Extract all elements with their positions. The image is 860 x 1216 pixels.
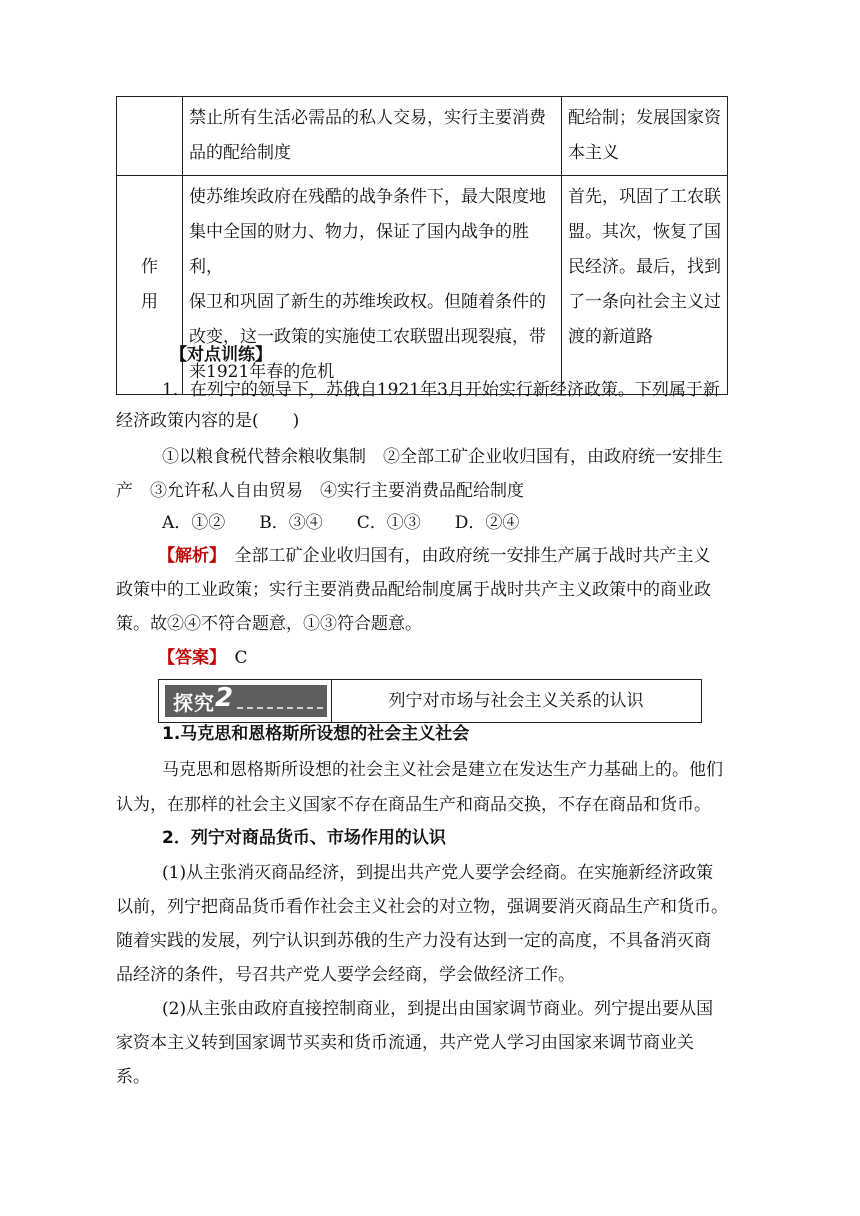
paragraph-line: 家资本主义转到国家调节买卖和货币流通，共产党人学习由国家来调节商业关: [116, 1033, 694, 1053]
cell-line: 盟。其次，恢复了国: [568, 222, 721, 242]
explore-badge-number: 2: [215, 683, 234, 713]
analysis-line: [158, 544, 711, 568]
answer-value: C: [217, 648, 248, 668]
cell-line: 民经济。最后，找到: [568, 257, 721, 277]
badge-dash-decoration: [237, 707, 323, 709]
paragraph-line: (1)从主张消灭商品经济，到提出共产党人要学会经商。在实施新经济政策: [162, 863, 714, 883]
cell-line: 了一条向社会主义过: [568, 292, 721, 312]
table-cell: [183, 97, 562, 176]
explore-badge: [165, 685, 327, 717]
answer-label: 【答案】: [158, 648, 218, 668]
analysis-text: 全部工矿企业收归国有，由政府统一安排生产属于战时共产主义: [217, 546, 711, 566]
explore-header: [158, 679, 702, 723]
row-label-char: 用: [141, 292, 158, 312]
section-heading: 2．列宁对商品货币、市场作用的认识: [162, 828, 446, 848]
paragraph-line: 品经济的条件，号召共产党人要学会经商，学会做经济工作。: [116, 965, 575, 985]
paragraph-line: 马克思和恩格斯所设想的社会主义社会是建立在发达生产力基础上的。他们: [162, 760, 723, 780]
explore-badge-text: 探究: [173, 691, 215, 715]
question-line: 1．在列宁的领导下，苏俄自1921年3月开始实行新经济政策。下列属于新: [162, 380, 720, 400]
cell-line: 来1921年春的危机: [189, 362, 335, 382]
paragraph-line: (2)从主张由政府直接控制商业，到提出由国家调节商业。列宁提出要从国: [162, 999, 714, 1019]
practice-heading: 【对点训练】: [170, 345, 272, 365]
cell-line: 渡的新道路: [568, 327, 653, 347]
paragraph-line: 随着实践的发展，列宁认识到苏俄的生产力没有达到一定的高度，不具备消灭商: [116, 931, 711, 951]
cell-line: 保卫和巩固了新生的苏维埃政权。但随着条件的: [189, 292, 546, 312]
cell-line: 集中全国的财力、物力，保证了国内战争的胜利，: [189, 222, 529, 277]
section-heading: 1.马克思和恩格斯所设想的社会主义社会: [162, 724, 470, 744]
paragraph-line: 系。: [116, 1067, 150, 1087]
row-label: [117, 97, 183, 176]
cell-line: 首先，巩固了工农联: [568, 187, 721, 207]
cell-line: 改变，这一政策的实施使工农联盟出现裂痕，带: [189, 327, 546, 347]
paragraph-line: 认为，在那样的社会主义国家不存在商品生产和商品交换，不存在商品和货币。: [116, 795, 711, 815]
table-cell: [562, 176, 728, 395]
option-line: 产 ③允许私人自由贸易 ④实行主要消费品配给制度: [116, 481, 524, 501]
explore-title: 列宁对市场与社会主义关系的认识: [388, 691, 644, 711]
analysis-line: 政策中的工业政策；实行主要消费品配给制度属于战时共产主义政策中的商业政: [116, 580, 711, 600]
paragraph-line: 以前，列宁把商品货币看作社会主义社会的对立物，强调要消灭商品生产和货币。: [116, 897, 728, 917]
cell-line: 配给制；发展国家资: [568, 108, 721, 128]
answer-line: [158, 646, 248, 670]
table-row: [117, 97, 728, 176]
option-line: ①以粮食税代替余粮收集制 ②全部工矿企业收归国有，由政府统一安排生: [162, 447, 723, 467]
cell-line: 本主义: [568, 143, 619, 163]
analysis-line: 策。故②④不符合题意，①③符合题意。: [116, 614, 422, 634]
table-cell: [562, 97, 728, 176]
question-line: 经济政策内容的是( ): [116, 411, 300, 431]
cell-line: 使苏维埃政府在残酷的战争条件下，最大限度地: [189, 187, 546, 207]
cell-line: 禁止所有生活必需品的私人交易，实行主要消费: [189, 108, 546, 128]
answer-choices: A．①② B．③④ C．①③ D．②④: [162, 513, 520, 533]
analysis-label: 【解析】: [158, 546, 218, 566]
cell-line: 品的配给制度: [189, 143, 291, 163]
row-label-char: 作: [141, 257, 158, 277]
